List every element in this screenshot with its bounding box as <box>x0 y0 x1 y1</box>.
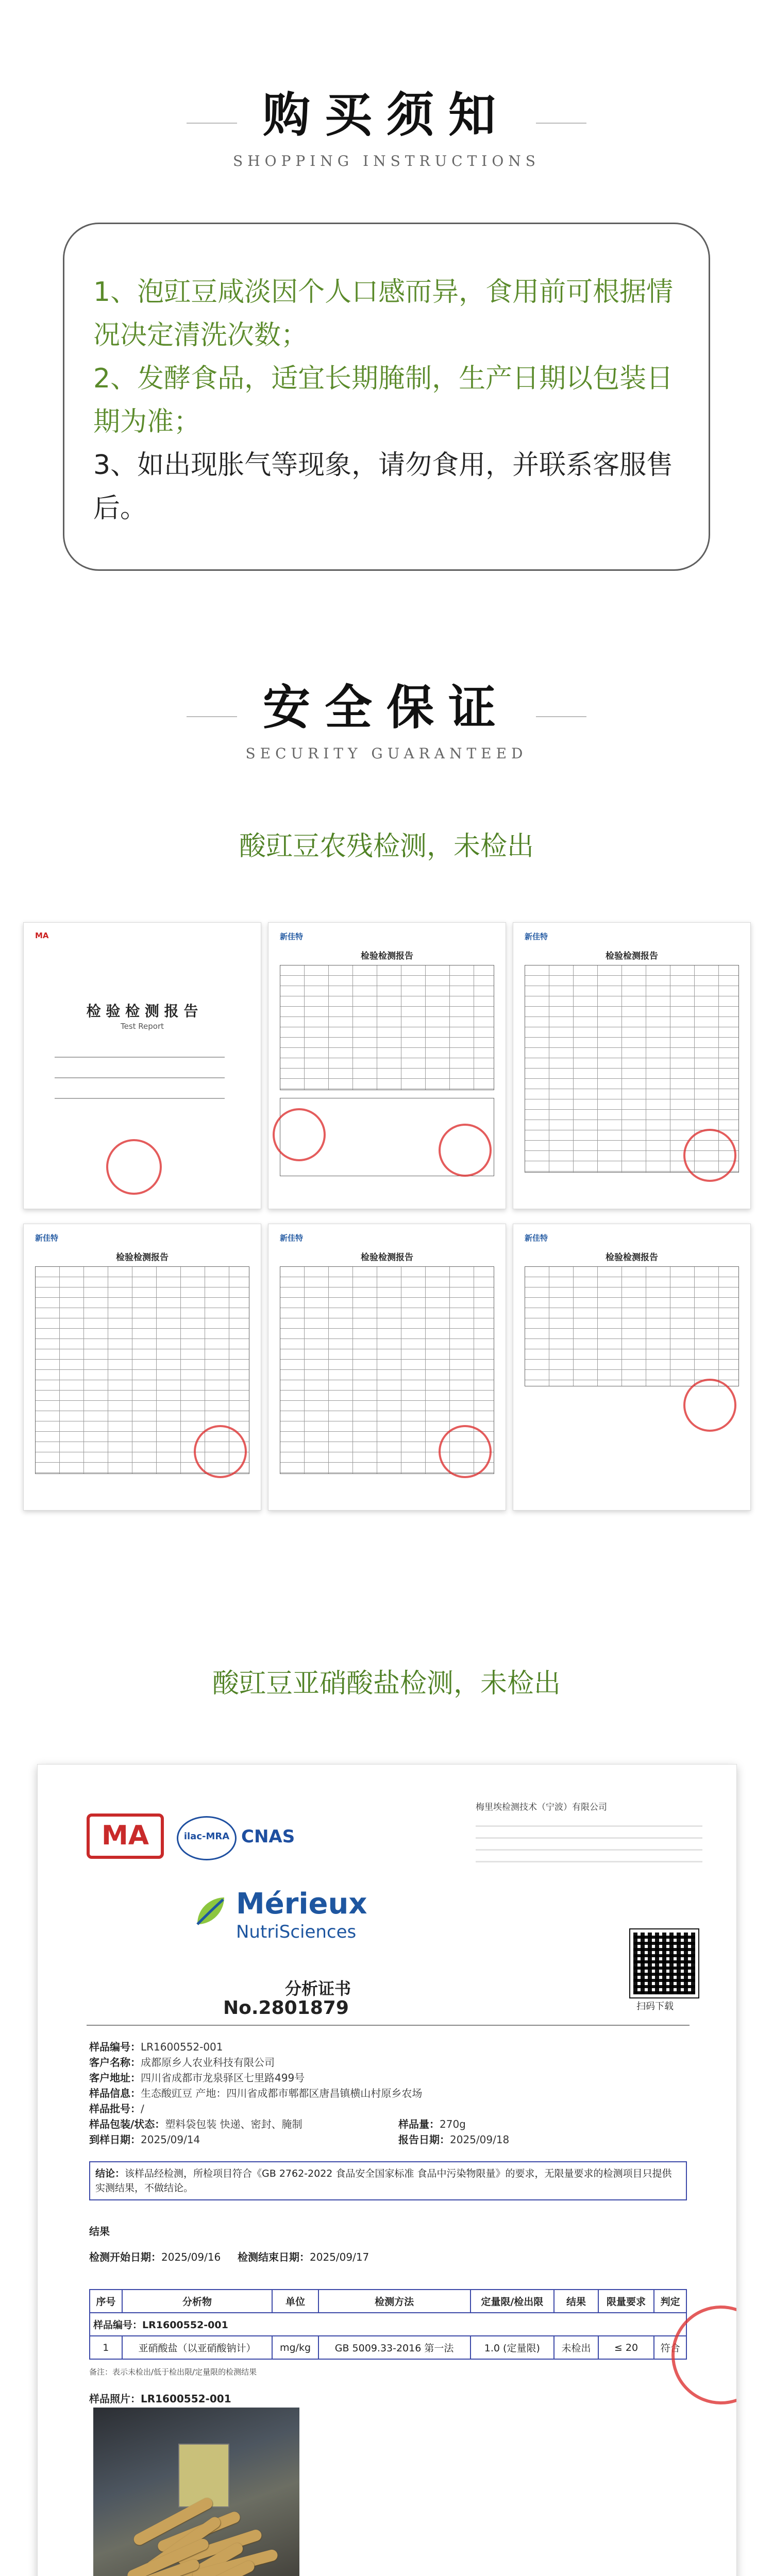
photo-label-line: 样品照片：LR1600552-001 <box>89 2393 231 2405</box>
table-header-row: 序号 分析物 单位 检测方法 定量限/检出限 结果 限量要求 判定 <box>90 2290 686 2313</box>
security-title: 安全保证 <box>262 680 510 735</box>
notice-box <box>63 223 710 571</box>
xinjiate-logo: 新佳特 <box>525 932 548 941</box>
results-table <box>89 2289 687 2360</box>
qr-caption: 扫码下载 <box>636 2001 674 2012</box>
security-subtitle: SECURITY GUARANTEED <box>245 745 528 762</box>
report-page-thumbnail-3 <box>23 1224 261 1511</box>
notice-item-1: 1、泡豇豆咸淡因个人口感而异，食用前可根据情况决定清洗次数； <box>93 277 674 351</box>
xinjiate-logo: 新佳特 <box>280 932 304 941</box>
ilac-mra-logo: ilac-MRA <box>177 1816 237 1860</box>
cover-line-2 <box>55 1077 225 1078</box>
divider-right-2 <box>536 716 586 717</box>
pesticide-heading: 酸豇豆农残检测，未检出 <box>239 831 534 862</box>
sample-id-row: 样品编号：LR1600552-001 <box>90 2313 686 2336</box>
xinjiate-logo: 新佳特 <box>35 1233 59 1243</box>
footnote: 备注：表示未检出/低于检出限/定量限的检测结果 <box>89 2367 257 2377</box>
sample-info-line: 样品信息：生态酸豇豆 产地：四川省成都市郫都区唐昌镇横山村原乡农场 <box>89 2087 423 2099</box>
report-cover-subtitle: Test Report <box>120 1022 164 1031</box>
cma-logo: MA <box>87 1814 164 1859</box>
cert-number: No.2801879 <box>223 1997 349 2019</box>
cover-line-3 <box>55 1098 225 1099</box>
divider-left-2 <box>187 716 237 717</box>
sample-photo <box>93 2408 299 2576</box>
xinjiate-logo: 新佳特 <box>525 1233 548 1243</box>
red-stamp <box>683 1129 736 1182</box>
packaging-line: 样品包装/状态：塑料袋包装 快递、密封、腌制 <box>89 2118 303 2130</box>
report-table <box>525 1266 739 1386</box>
purchase-subtitle: SHOPPING INSTRUCTIONS <box>233 152 540 170</box>
red-stamp <box>273 1108 326 1161</box>
report-page-title: 检验检测报告 <box>606 1252 658 1263</box>
report-date-line: 报告日期：2025/09/18 <box>398 2133 510 2146</box>
batch-line: 样品批号：/ <box>89 2103 144 2115</box>
purchase-title: 购买须知 <box>262 88 510 143</box>
report-page-thumbnail-5 <box>513 1224 751 1511</box>
notice-list <box>93 270 686 530</box>
arrival-date-line: 到样日期：2025/09/14 <box>89 2133 200 2146</box>
report-page-title: 检验检测报告 <box>606 951 658 961</box>
header-divider <box>87 2025 690 2026</box>
conclusion-box: 结论：该样品经检测，所检项目符合《GB 2762-2022 食品安全国家标准 食品中污染物限量》的要求，无限量要求的检测项目只提供实测结果，不做结论。 <box>89 2161 687 2200</box>
report-page-title: 检验检测报告 <box>361 1252 413 1263</box>
red-stamp <box>106 1139 162 1195</box>
results-label: 结果 <box>89 2225 110 2238</box>
red-stamp <box>194 1425 247 1478</box>
divider-left <box>187 123 237 124</box>
report-page-title: 检验检测报告 <box>361 951 413 961</box>
report-page-thumbnail-1 <box>268 922 506 1209</box>
report-page-thumbnail-4 <box>268 1224 506 1511</box>
lab-address-lines <box>476 1815 702 1864</box>
qr-code[interactable] <box>630 1929 698 1997</box>
quantity-line: 样品量：270g <box>398 2118 466 2130</box>
table-row: 1 亚硝酸盐（以亚硝酸钠计） mg/kg GB 5009.33-2016 第一法 1.0 (定量限) 未检出 ≤ 20 符合 <box>90 2336 686 2359</box>
sample-id-line: 样品编号：LR1600552-001 <box>89 2041 223 2053</box>
conclusion-text: 该样品经检测，所检项目符合《GB 2762-2022 食品安全国家标准 食品中污染物限量》的要求，无限量要求的检测项目只提供实测结果，不做结论。 <box>95 2168 672 2194</box>
report-page-title: 检验检测报告 <box>116 1252 169 1263</box>
nitrite-heading: 酸豇豆亚硝酸盐检测，未检出 <box>212 1668 561 1699</box>
divider-right <box>536 123 586 124</box>
cover-line-1 <box>55 1057 225 1058</box>
xinjiate-logo: 新佳特 <box>280 1233 304 1243</box>
report-page-thumbnail-2 <box>513 922 751 1209</box>
red-stamp <box>683 1379 736 1432</box>
notice-item-2: 2、发酵食品，适宜长期腌制，生产日期以包装日期为准； <box>93 363 674 437</box>
report-cover-thumbnail <box>23 922 261 1209</box>
merieux-brand: Mérieux <box>236 1887 367 1921</box>
red-stamp <box>439 1425 492 1478</box>
lab-name: 梅里埃检测技术（宁波）有限公司 <box>476 1802 607 1812</box>
cert-title: 分析证书 <box>285 1979 351 1998</box>
client-address-line: 客户地址：四川省成都市龙泉驿区七里路499号 <box>89 2072 305 2084</box>
client-name-line: 客户名称：成都原乡人农业科技有限公司 <box>89 2056 275 2069</box>
report-cover-title: 检 验 检 测 报 告 <box>86 1003 198 1020</box>
cnas-logo: CNAS <box>241 1826 295 1847</box>
notice-item-3: 3、如出现胀气等现象，请勿食用，并联系客服售后。 <box>93 450 674 524</box>
test-dates-line: 检测开始日期：2025/09/16 检测结束日期：2025/09/17 <box>89 2251 369 2263</box>
analysis-certificate <box>37 1764 737 2576</box>
red-stamp <box>439 1124 492 1177</box>
ma-logo: MA <box>35 931 49 940</box>
merieux-leaf-icon <box>192 1893 228 1929</box>
nutrisciences-brand: NutriSciences <box>236 1922 357 1942</box>
report-table <box>280 965 494 1090</box>
